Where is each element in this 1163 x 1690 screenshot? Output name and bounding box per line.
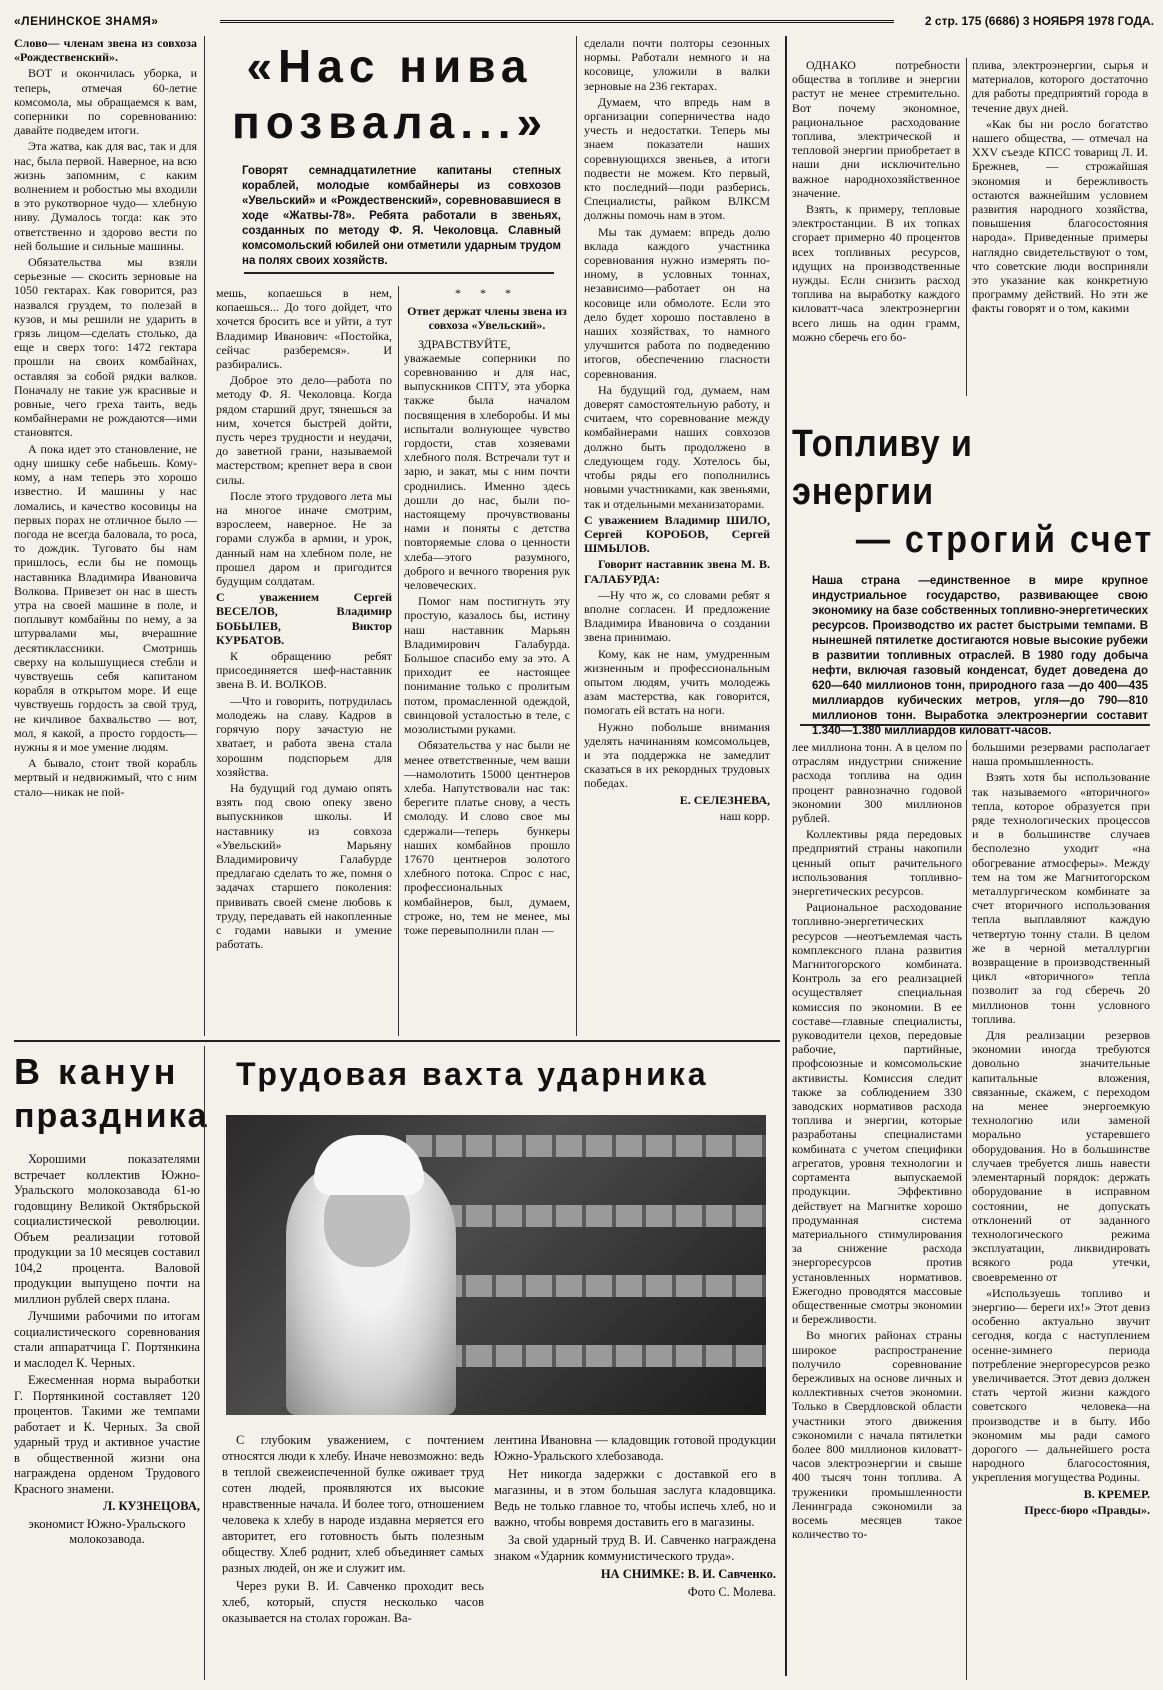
paragraph: На будущий год думаю опять взять под свою опеку звено выпускников школы. И наставнику из совхоза «Увельский» Марьяну Владимировичу Галабурде предлагаю сделать то же, помня о задачах старшего поколения: прививать своей смене любовь к труду, передавать ей накопленные с годами навыки и умение работать. — [216, 780, 392, 952]
article2-column-1 — [792, 740, 962, 1680]
masthead — [14, 8, 1154, 34]
column-divider — [204, 36, 205, 1036]
paragraph: лее миллиона тонн. А в целом по отраслям индустрии снижение расхода топлива на один процент равнозначно годовой экономии 300 миллионов рублей. — [792, 740, 962, 826]
lead-underline — [800, 724, 1150, 726]
worker-photo — [226, 1115, 766, 1415]
article1-column-2 — [216, 286, 392, 1036]
column-divider — [966, 740, 967, 1680]
issue-info: 2 стр. 175 (6686) 3 НОЯБРЯ 1978 ГОДА. — [924, 14, 1154, 28]
paragraph: Взять хотя бы использование так называемого «вторичного» тепла, которое образуется при ряде технологических процессов и в большинстве случаев бесполезно уходит «на обогревание атмосферы». Между тем на том же Магнитогорском металлургическом комбинате за счет вторичного использования тепла выплавляют каждую четвертую тонну стали. В целом же в черной металлургии возвращение в производственный цикл «вторичного» тепла позволит за год сберечь 20 миллионов тонн условного топлива. — [972, 770, 1150, 1026]
article1-title-line2: позвала...» — [232, 96, 549, 148]
paragraph: На будущий год, думаем, нам доверят самостоятельную работу, и считаем, что соревнование между комбайнерами наших совхозов должно быть продолжено в следующем году. Хотелось бы, чтобы ряды его пополнились новыми участниками, как звеньями, так и отдельными механизаторами. — [584, 382, 770, 511]
column-divider — [785, 36, 787, 1676]
letter-heading: Слово— членам звена из совхоза «Рождественский». — [14, 36, 197, 65]
vahta-column-1 — [222, 1432, 484, 1682]
paragraph: «Как бы ни росло богатство нашего общества, — отмечал на XXV съезде КПСС товарищ Л. И. Брежнев, — строжайшая экономия и бережливость остаются важнейшим условием развития народного хозяйства, повышения благосостояния народа». Приведенные примеры наглядно свидетельствуют о том, что советские люди восприняли это указание как конкретную программу действий. Но эти же факты говорят и о том, какими — [972, 116, 1148, 316]
masthead-rule — [220, 20, 894, 23]
paragraph: Думаем, что впредь нам в организации соперничества надо учесть и недостатки. Теперь мы знаем показатели наших соревнующихся звеньев, а итоги подвести не можем. Кто первый, кто последний—поди разберись. Специалисты, райком ВЛКСМ должны помочь нам в этом. — [584, 94, 770, 223]
column-divider — [966, 58, 967, 396]
paragraph: сделали почти полторы сезонных нормы. Работали немного и на косовице, уложили в валки зерновые на 236 гектарах. — [584, 36, 770, 93]
article2-lead: Наша страна —единственное в мире крупное индустриальное государство, развивающее свою экономику на базе собственных топливно-энергетических ресурсов. Производство их растет быстрыми темпами. В нынешней пятилетке достигаются новые высокие рубежи в развитии топливных отраслей. В 1980 году добыча нефти, включая газовый конденсат, будет доведена до 620—640 миллионов тонн, природного газа —до 400—435 миллиардов кубических метров, угля—до 790—810 миллионов тонн. Выработка электроэнергии составит 1.340—1.380 миллиардов киловатт-часов. — [812, 575, 1148, 737]
column-divider — [398, 286, 399, 1036]
vahta-title: Трудовая вахта ударника — [236, 1056, 709, 1092]
vahta-column-2 — [494, 1432, 776, 1682]
paragraph: Хорошими показателями встречает коллектив Южно-Уральского молокозавода 61-ю годовщину Великой Октябрьской социалистической революции. Объем реализации готовой продукции за 10 месяцев составил 104,2 процента. Валовой продукции выпущено почти на миллион рублей сверх плана. — [14, 1152, 200, 1306]
article2-header — [792, 420, 1154, 737]
section-divider — [14, 1040, 780, 1042]
paragraph: Доброе это дело—работа по методу Ф. Я. Чеколовца. Когда рядом старший друг, тянешься за ним, хочется быстрей дойти, пусть через трудности и неудачи, до заветной грани, называемой мастерством; крепнет вера в свои силы. — [216, 373, 392, 487]
paragraph: Ежесменная норма выработки Г. Портянкиной составляет 120 процентов. Такими же темпами работает и К. Черных. За свой ударный труд и активное участие в общественной жизни она награждена орденом Трудового Красного знамени. — [14, 1373, 200, 1496]
article1-title-line1: «Нас нива — [246, 40, 533, 92]
author-title: экономист Южно-Уральского молокозавода. — [28, 1516, 186, 1546]
paragraph: Обязательства у нас были не менее ответственные, чем ваши—намолотить 15000 центнеров хлеба. Напутствовали нас так: берегите платье снову, а честь смолоду. И слово свое мы сдержали—теперь бункеры наших комбайнов прошло 17670 центнеров золотого хлебного потока. Спрос с нас, профессиональных комбайнеров, был, думаем, строже, но, тем не менее, мы тоже перевыполнили план — — [404, 738, 570, 937]
holiday-article — [14, 1050, 209, 1680]
section-stars: * * * — [455, 286, 519, 300]
paragraph: ВОТ и окончилась уборка, и теперь, отмечая 60-летие комсомола, мы обращаемся к вам, соперники по соревнованию: давайте подведем итоги. — [14, 66, 197, 138]
signature: С уважением Сергей ВЕСЕЛОВ, Владимир БОБЫЛЕВ, Виктор КУРБАТОВ. — [216, 590, 392, 647]
bread-shelf — [406, 1275, 766, 1297]
signature: С уважением Владимир ШИЛО, Сергей КОРОБОВ, Сергей ШМЫЛОВ. — [584, 512, 770, 556]
article2-title-line2: — строгий счет — [855, 519, 1154, 561]
paragraph: Эта жатва, как для вас, так и для нас, была первой. Наверное, на всю жизнь запомним, с каким волнением и робостью мы входили в это рукотворное чудо— хлебную ниву. Думалось тогда: как это ответственно и здорово вести по ней большие и сильные машины. — [14, 139, 197, 253]
paragraph: —Что и говорить, потрудилась молодежь на славу. Кадров в горячую пору зачастую не хватает, и работа звена стала хорошим подспорьем для хозяйства. — [216, 693, 392, 779]
article2-column-2 — [972, 740, 1150, 1680]
bread-shelf — [406, 1135, 766, 1157]
author-name: Е. СЕЛЕЗНЕВА, — [679, 792, 770, 807]
author-title: Пресс-бюро «Правды». — [1024, 1502, 1150, 1517]
column-divider — [576, 36, 577, 1036]
article2-top-column-1 — [792, 58, 960, 398]
photo-credit: Фото С. Молева. — [687, 1585, 776, 1599]
article1-lead: Говорят семнадцатилетние капитаны степных кораблей, молодые комбайнеры из совхозов «Увельский» и «Рождественский», соревновавшиеся в ходе «Жатвы-78». Ребята работали в звеньях, созданных по методу Ф. Я. Чеколовца. Славный комсомольский юбилей они отметили ударным трудом на полях своих хозяйств. — [242, 165, 561, 267]
lead-underline — [244, 272, 554, 274]
paragraph: К обращению ребят присоединяется шеф-наставник звена В. И. ВОЛКОВ. — [216, 649, 392, 692]
paragraph: лентина Ивановна — кладовщик готовой продукции Южно-Уральского хлебозавода. — [494, 1433, 776, 1463]
paragraph: Мы так думаем: впредь долю вклада каждого участника соревнования нужно измерять по-иному, в условных тоннах, независимо—работает он на косовице или обмолоте. Если это дело будет хорошо поставлено в наших хозяйствах, то намного улучшится работа по подведению итогов, обеспечению гласности соревнования. — [584, 224, 770, 381]
paragraph: Нужно побольше внимания уделять начинаниям комсомольцев, и эта поддержка не замедлит сказаться в их рекордных трудовых победах. — [584, 719, 770, 791]
bread-shelf — [406, 1345, 766, 1367]
paragraph: А пока идет это становление, не одну шишку себе набьешь. Кому-кому, а нам теперь это хорошо известно. И машины у нас ломались, и качество косовицы на первых порах не отличное было — погода не всегда баловала, то роса, то дождик. Туговато бы нам пришлось, если бы не помощь наставника Владимира Ивановича Волкова. Привезет он нас в шесть утра на своей машине в поле, и поплывут комбайны по нему, а за штурвалами мы, вчерашние десятиклассники. Смотришь сверху на колышущиеся стебли и чувствуешь себя капитаном корабля в открытом море. И еще чувствуешь гордость за свой труд, не кичливое бахвальство — вот, мол, я какой, а просто гордость— нужны я и мое умение людям. — [14, 441, 197, 754]
paragraph: Говорит наставник звена М. В. ГАЛАБУРДА: — [584, 557, 770, 586]
author-name: Л. КУЗНЕЦОВА, — [102, 1499, 200, 1513]
column-1 — [14, 36, 197, 1036]
article2-title-line1: Топливу и энергии — [792, 423, 973, 513]
paragraph: За свой ударный труд В. И. Савченко награждена знаком «Ударник коммунистического труда». — [494, 1533, 776, 1563]
paragraph: Помог нам постигнуть эту простую, казалось бы, истину наш наставник Марьян Владимирович Галабурда. Большое спасибо ему за это. А приходит ее настоящее понимание только с пролитым потом, промасленной одеждой, свинцовой усталостью в теле, с мозолистыми руками. — [404, 594, 570, 737]
paragraph: Обязательства мы взяли серьезные — скосить зерновые на 1050 гектарах. Как говорится, раз назвался груздем, то полезай в кузов, и мы решили не ударить в грязь лицом—сделать столько, да еще и сверх того: 1472 гектара прошли на своих комбайнах, оставляя за собой рядки валков. Поначалу не такие уж красивые и ровные, чего греха таить, ведь комбайнерами не рождаются—ими становятся. — [14, 255, 197, 440]
reply-heading: Ответ держат члены звена из совхоза «Увельский». — [407, 304, 567, 333]
paragraph: А бывало, стоит твой корабль мертвый и недвижимый, что с ним стало—никак не пой- — [14, 756, 197, 799]
paragraph: —Ну что ж, со словами ребят я вполне согласен. И предложение Владимира Ивановича о создании звена принимаю. — [584, 587, 770, 645]
paragraph: «Используешь топливо и энергию— береги их!» Этот девиз особенно актуально звучит сегодня, когда с наступлением осенне-зимнего периода потребление энергоресурсов резко увеличивается. Этот девиз должен стать чертой жизни каждого советского человека—на производстве и в быту. Ибо экономим мы ради самого дорогого — дальнейшего роста народного благосостояния, укрепления могущества Родины. — [972, 1285, 1150, 1485]
column-divider — [204, 1046, 205, 1680]
holiday-text — [14, 1152, 200, 1548]
paragraph: После этого трудового лета мы на многое иначе смотрим, взрослеем, наверное. Не за горами служба в армии, и урок, данный нам на хлебном поле, не прошел даром и пригодится будущим солдатам. — [216, 488, 392, 589]
article1-column-3 — [404, 286, 570, 1036]
paragraph: ЗДРАВСТВУЙТЕ, уважаемые соперники по соревнованию и для нас, выпускников СПТУ, эта уборка также была началом посвящения в хлеборобы. И мы испытали волнующее чувство гордости, став хозяевами хлебного поля. Встречали тут и зарю, и закат, мы с ним почти сроднились. Именно здесь дошли до нас, были по-настоящему прочувствованы нами и поняты с детства повторяемые слова о ценности хлеба—этого разумного, доброго и вечного творения рук человеческих. — [404, 336, 570, 593]
holiday-title-line2: праздника — [14, 1097, 209, 1135]
paragraph: С глубоким уважением, с почтением относятся люди к хлебу. Иначе невозможно: ведь в теплой свежеиспеченной булке оживает труд сотен людей, проявляются их высокие нравственные начала. И более того, отношением человека к хлебу в народе издавна меряется его авторитет, его готовность быть полезным обществу. Хлеб роднит, хлеб объединяет самых разных людей, он же и служит им. — [222, 1433, 484, 1575]
photo-caption: НА СНИМКЕ: В. И. Савченко. — [600, 1567, 776, 1581]
paragraph: Коллективы ряда передовых предприятий страны накопили ценный опыт рачительного использования топливно-энергетических ресурсов. — [792, 827, 962, 899]
paragraph: мешь, копаешься в нем, копаешься... До того дойдет, что хочется бросить все и уйти, а тут Владимир Иванович: «Постойка, сейчас разберемся». И разбирались. — [216, 286, 392, 372]
paragraph: Для реализации резервов экономии иногда требуются довольно значительные капитальные вложения, связанные, скажем, с переходом на менее энергоемкую технологию или заменой морально устаревшего оборудования. Но в большинстве случаев требуется лишь навести элементарный порядок: держать оборудование в исправном состоянии, не допускать отклонений от заданного технологического режима эксплуатации, ликвидировать всякого рода утечки, своевременно от — [972, 1028, 1150, 1284]
paragraph: Во многих районах страны широкое распространение получило соревнование бережливых на основе личных и коллективных счетов экономии. Только в Свердловской области участники этого движения сэкономили с начала пятилетки более 800 миллионов киловатт-часов электроэнергии и свыше 400 тысяч тонн топлива. А труженики промышленности Ленинграда сэкономили за восемь месяцев такое количество то- — [792, 1328, 962, 1542]
article2-top-column-2 — [972, 58, 1148, 398]
paragraph: Лучшими рабочими по итогам социалистического соревнования стали аппаратчица Г. Портянкина и маслодел К. Черных. — [14, 1309, 200, 1370]
paragraph: Через руки В. И. Савченко проходит весь хлеб, который, спустя несколько часов оказывается на столах горожан. Ва- — [222, 1579, 484, 1625]
article1-column-4 — [584, 36, 770, 1036]
paragraph: Взять, к примеру, тепловые электростанции. В их топках сгорает примерно 40 процентов всех топливных ресурсов, идущих на производственные нужды. Если снизить расход топлива на выработку каждого киловатт-часа электроэнергии всего лишь на один грамм, можно сберечь его бо- — [792, 202, 960, 344]
paragraph: большими резервами располагает наша промышленность. — [972, 740, 1150, 769]
holiday-title-line1: В канун — [14, 1051, 180, 1092]
worker-cap — [314, 1135, 424, 1195]
author-name: В. КРЕМЕР. — [1083, 1486, 1150, 1501]
paragraph: плива, электроэнергии, сырья и материалов, которого достаточно для работы предприятий города в течение двух дней. — [972, 58, 1148, 115]
newspaper-name: «ЛЕНИНСКОЕ ЗНАМЯ» — [14, 14, 159, 28]
article1-header — [212, 38, 567, 288]
paragraph: Рациональное расходование топливно-энергетических ресурсов —неотъемлемая часть комплексного плана развития Магнитогорского комбината. Контроль за его реализацией осуществляет специальная комиссия по экономии. В ее составе—главные специалисты, руководители цехов, передовые рабочие, партийные, профсоюзные и комсомольские активисты. Комиссия следит также за соблюдением 330 заводских нормативов расхода топлива и энергии, которые разработаны специалистами комбината с учетом специфики агрегатов, уровня технологии и сортамента выпускаемой продукции. Эффективно действует на Магнитке хорошо продуманная система материального стимулирования за снижение расхода энергоресурсов против установленных нормативов. Ежегодно проводятся массовые общественные смотры экономии и бережливости. — [792, 900, 962, 1327]
paragraph: Кому, как не нам, умудренным жизненным и профессиональным опытом людям, учить молодежь азам мастерства, как говорится, помогать ей встать на ноги. — [584, 646, 770, 718]
paragraph: ОДНАКО потребности общества в топливе и энергии растут не менее стремительно. Вот почему экономное, рациональное расходование топлива, электрической и тепловой энергии приобретает в наши дни исключительно важное народнохозяйственное значение. — [792, 58, 960, 200]
paragraph: Нет никогда задержки с доставкой его в магазины, и в этом большая заслуга кладовщика. Ведь не только главное то, чтобы испечь хлеб, но и важно, чтобы вовремя доставить его в магазины. — [494, 1467, 776, 1529]
bread-shelf — [406, 1205, 766, 1227]
author-title: наш корр. — [719, 808, 770, 823]
